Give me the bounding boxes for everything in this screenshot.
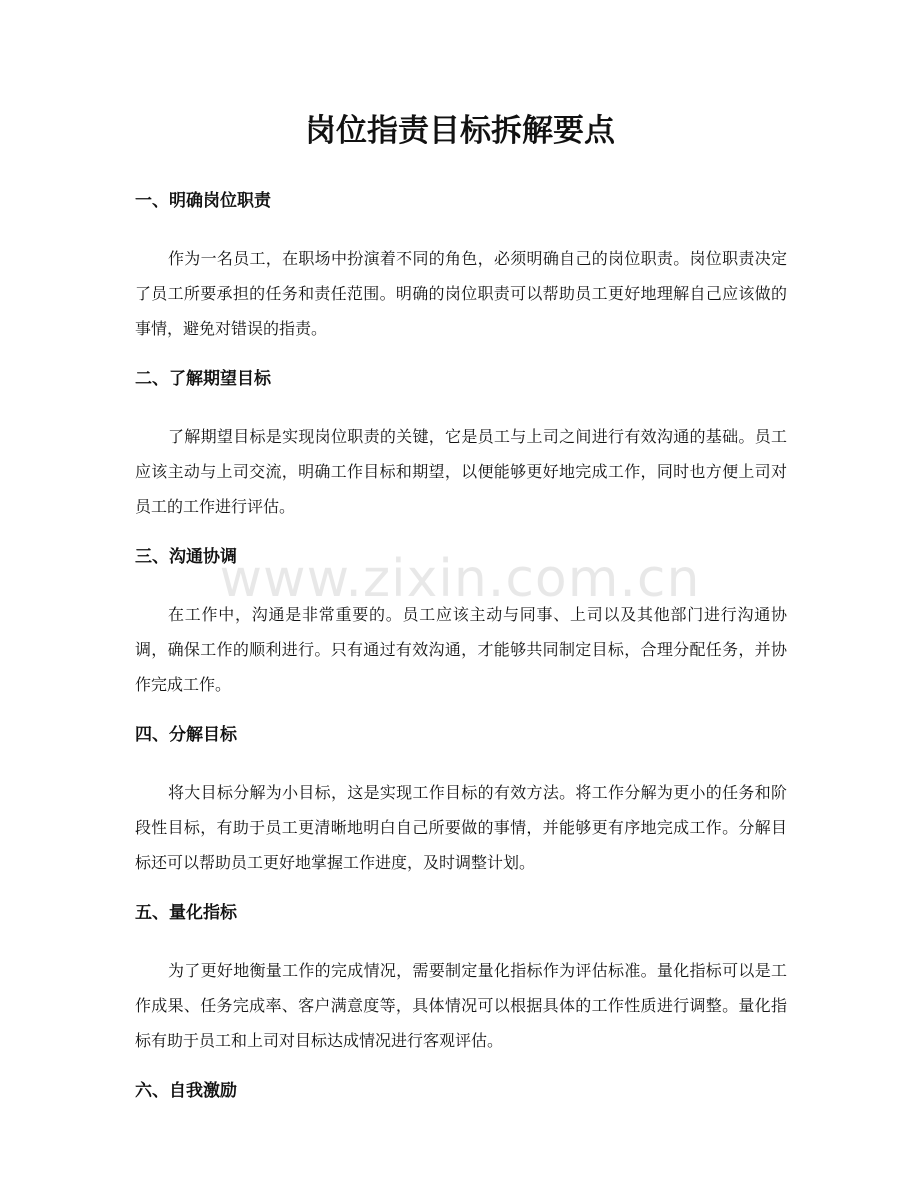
section-heading: 六、自我激励: [135, 1081, 237, 1101]
section-expected-goals: [135, 364, 787, 524]
page-title: 岗位指责目标拆解要点: [305, 113, 615, 149]
section-paragraph: 为了更好地衡量工作的完成情况，需要制定量化指标作为评估标准。量化指标可以是工作成果、任务完成率、客户满意度等，具体情况可以根据具体的工作性质进行调整。量化指标有助于员工和上司对目标达成情况进行客观评估。: [135, 961, 787, 1050]
section-heading: 一、明确岗位职责: [135, 191, 271, 211]
document-content: [135, 186, 787, 1131]
section-communication: [135, 542, 787, 702]
section-heading: 二、了解期望目标: [135, 369, 271, 389]
section-paragraph: 了解期望目标是实现岗位职责的关键，它是员工与上司之间进行有效沟通的基础。员工应该主动与上司交流，明确工作目标和期望，以便能够更好地完成工作，同时也方便上司对员工的工作进行评估。: [135, 427, 787, 516]
section-quantified-metrics: [135, 898, 787, 1058]
section-heading: 三、沟通协调: [135, 547, 237, 567]
section-paragraph: 作为一名员工，在职场中扮演着不同的角色，必须明确自己的岗位职责。岗位职责决定了员工所要承担的任务和责任范围。明确的岗位职责可以帮助员工更好地理解自己应该做的事情，避免对错误的指责。: [135, 249, 787, 338]
section-clarify-duties: [135, 186, 787, 346]
section-heading: 四、分解目标: [135, 725, 237, 745]
section-paragraph: 在工作中，沟通是非常重要的。员工应该主动与同事、上司以及其他部门进行沟通协调，确保工作的顺利进行。只有通过有效沟通，才能够共同制定目标，合理分配任务，并协作完成工作。: [135, 605, 787, 694]
section-decompose-goals: [135, 720, 787, 880]
section-self-motivation: [135, 1076, 787, 1106]
watermark: www.zixin.com.cn: [219, 549, 701, 609]
section-paragraph: 将大目标分解为小目标，这是实现工作目标的有效方法。将工作分解为更小的任务和阶段性目标，有助于员工更清晰地明白自己所要做的事情，并能够更有序地完成工作。分解目标还可以帮助员工更好地掌握工作进度，及时调整计划。: [135, 783, 787, 872]
section-heading: 五、量化指标: [135, 903, 237, 923]
